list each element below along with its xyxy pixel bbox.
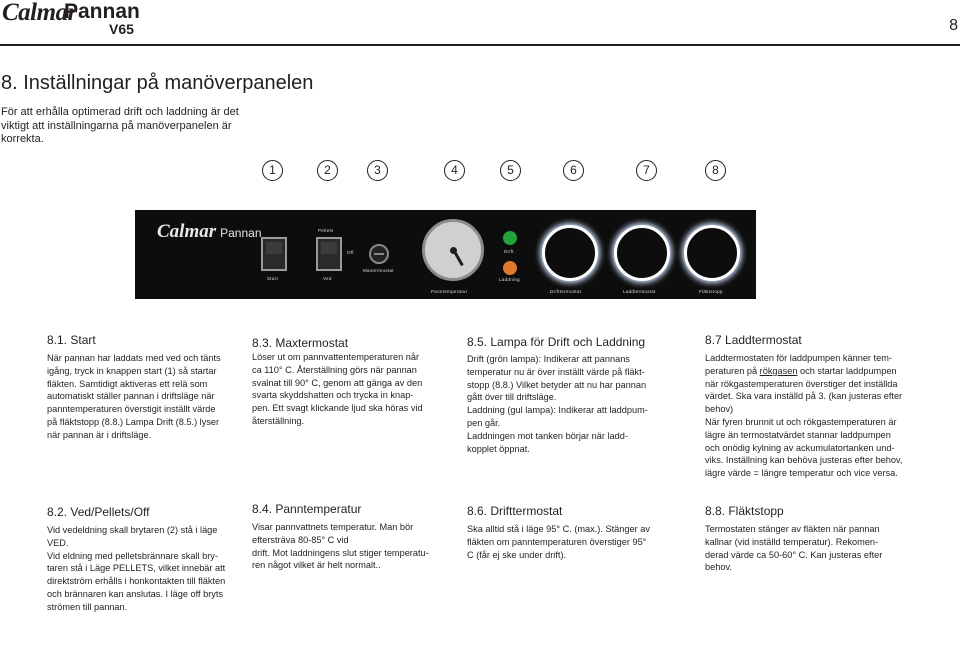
section-title: 8.4. Panntemperatur [252, 502, 362, 516]
section-title: 8.5. Lampa för Drift och Laddning [467, 335, 646, 349]
text-line: och brännaren kan anslutas. I läge off bryts [47, 588, 224, 599]
text-line: drift. Mot laddningens slut stiger temperatu- [252, 547, 429, 558]
text-line: Laddtermostaten för laddpumpen känner tem- [705, 353, 892, 363]
text-line: ren något vilket är helt normalt.. [252, 560, 381, 571]
text-line: pen går. [467, 417, 501, 428]
marker-8: 8 [705, 160, 726, 181]
laddtermostat-knob[interactable] [614, 225, 670, 281]
marker-7: 7 [636, 160, 657, 181]
text-line: fläkten om panntemperaturen överstiger 95° [467, 536, 647, 547]
panntemperatur-label: Panntemperatur [431, 289, 468, 294]
header-divider [0, 44, 960, 46]
text-line: när rökgastemperaturen överstiger det inställda [705, 378, 898, 389]
control-panel [135, 210, 756, 299]
marker-6: 6 [563, 160, 584, 181]
drifttermostat-label: Drifttermostat [550, 289, 582, 294]
text-line: lägre värde = längre temperatur och vice versa. [705, 468, 898, 479]
gauge-hub [450, 247, 457, 254]
text-line: När fyren brunnit ut och rökgastemperaturen är [705, 416, 897, 427]
brand-header [2, 0, 152, 39]
text-line: Löser ut om pannvattentemperaturen når [252, 352, 420, 362]
text-line: När pannan har laddats med ved och tänts [47, 353, 221, 363]
marker-4: 4 [444, 160, 465, 181]
text-line: på fläktstopp (8.8.) Lampa Drift (8.5.) lyser [47, 416, 220, 427]
fuel-mode-switch[interactable] [316, 237, 342, 271]
section-body [47, 352, 242, 442]
text-line: automatiskt ställer pannan i driftsläge när [47, 391, 215, 402]
section-body [705, 352, 920, 480]
text-line: när pannan är i driftsläge. [47, 429, 152, 440]
section-body [467, 523, 672, 561]
text-line: viks. Inställning kan behöva justeras efter behov, [705, 455, 903, 466]
panel-logo: Calmar [157, 221, 217, 242]
section-body [467, 353, 672, 455]
panel-brand-name: Pannan [220, 226, 262, 240]
section-body [705, 523, 915, 574]
text-line: strömen till pannan. [47, 601, 128, 612]
flaktstopp-knob[interactable] [684, 225, 740, 281]
pellets-label: Pellets [318, 228, 334, 233]
text-line: eftersträva 80-85° C vid [252, 534, 349, 545]
text-line: VED. [47, 537, 69, 548]
start-switch[interactable] [261, 237, 287, 271]
marker-3: 3 [367, 160, 388, 181]
section-body [252, 521, 452, 572]
text-line: peraturen på [705, 365, 760, 376]
text-line: och onödig kylning av ackumulatortanken und- [705, 442, 895, 453]
section-8-2 [47, 505, 242, 614]
text-line: kallnar (vid inställd temperatur). Rekomen- [705, 536, 879, 547]
laddning-lamp [503, 261, 517, 275]
marker-1: 1 [262, 160, 283, 181]
section-8-5 [467, 335, 672, 455]
marker-5: 5 [500, 160, 521, 181]
section-8-8 [705, 504, 915, 574]
text-line: Ska alltid stå i läge 95° C. (max.). Stänger av [467, 524, 650, 534]
text-line: fläkten. Samtidigt aktiveras ett relä som [47, 378, 208, 389]
section-8-6 [467, 504, 672, 561]
section-8-3 [252, 336, 452, 428]
brand-model: V65 [109, 21, 134, 37]
section-title: 8.6. Drifttermostat [467, 504, 563, 518]
text-line: Termostaten stänger av fläkten när pannan [705, 524, 880, 534]
drift-label: Drift [504, 249, 514, 254]
text-line: gått över till driftsläge. [467, 392, 557, 403]
maxtermostat-reset-button[interactable] [369, 244, 389, 264]
text-line: Vid vedeldning skall brytaren (2) stå i läge [47, 525, 218, 535]
text-line: stopp (8.8.) Vilket betyder att nu har pannan [467, 379, 647, 390]
underlined-term: rökgasen [759, 365, 798, 376]
laddtermostat-label: Laddtermostat [623, 289, 656, 294]
text-line: derad värde ca 50-60° C. Kan justeras efter [705, 549, 883, 560]
text-line: lägre än termostatvärdet stannar laddpumpen [705, 429, 891, 440]
drift-lamp [503, 231, 517, 245]
text-line: svarta skyddshatten och trycka in knap- [252, 390, 414, 401]
text-line: taren stå i Läge PELLETS, vilket innebär att [47, 563, 226, 574]
section-title: 8.2. Ved/Pellets/Off [47, 505, 150, 519]
laddning-label: Laddning [499, 277, 520, 282]
section-8-4 [252, 502, 452, 572]
section-body [252, 351, 452, 428]
page-title: 8. Inställningar på manöverpanelen [1, 72, 314, 94]
maxtermostat-label: Maxtermostat [363, 268, 394, 273]
text-line: C (får ej ske under drift). [467, 549, 567, 560]
text-line: panntemperaturen överstigit inställt värde [47, 404, 216, 415]
section-body [47, 524, 242, 614]
panel-brand [157, 221, 262, 243]
start-label: Start [267, 276, 279, 281]
text-line: Vid eldning med pelletsbrännare skall bry- [47, 550, 218, 561]
text-line: Laddningen mot tanken börjar när ladd- [467, 430, 628, 441]
text-line: Drift (grön lampa): Indikerar att pannans [467, 354, 630, 364]
text-line: återställning. [252, 415, 305, 426]
intro-text: För att erhålla optimerad drift och laddning är det viktigt att inställningarna på manöverpanelen är korrekta. [1, 106, 239, 145]
ved-label: Ved [323, 276, 332, 281]
text-line: pen. Ett svagt klickande ljud ska höras vid [252, 403, 423, 414]
text-line: behov) [705, 404, 734, 415]
text-line: Laddning (gul lampa): Indikerar att laddpum- [467, 405, 648, 416]
text-line: igång, tryck in knappen start (1) så startar [47, 365, 217, 376]
brand-logo: Calmar [2, 0, 77, 26]
brand-name: Pannan [64, 0, 140, 23]
section-title: 8.7 Laddtermostat [705, 333, 802, 347]
section-title: 8.1. Start [47, 333, 96, 347]
text-line: svalnat till 90° C, genom att gänga av den [252, 377, 423, 388]
temperature-gauge [422, 219, 484, 281]
off-label: Off [347, 250, 354, 255]
section-8-1 [47, 333, 242, 442]
text-line: temperatur nu är över inställt värde på fläkt- [467, 366, 645, 377]
text-line: ca 110° C. Återställning görs när pannan [252, 364, 417, 375]
text-line: värdet. Ska vara inställd på 3. (kan justeras efter [705, 391, 903, 402]
text-line: kopplet öppnat. [467, 443, 530, 454]
text-line: behov. [705, 562, 732, 573]
text-line: Visar pannvattnets temperatur. Man bör [252, 522, 414, 532]
drifttermostat-knob[interactable] [542, 225, 598, 281]
section-8-7 [705, 333, 920, 480]
page-number: 8 [949, 17, 958, 34]
flaktstopp-label: Fläktstopp [699, 289, 723, 294]
text-line: och startar laddpumpen [797, 365, 897, 376]
marker-2: 2 [317, 160, 338, 181]
text-line: direktström erhålls i honkontakten till fläkten [47, 576, 226, 587]
section-title: 8.3. Maxtermostat [252, 336, 349, 350]
section-title: 8.8. Fläktstopp [705, 504, 784, 518]
